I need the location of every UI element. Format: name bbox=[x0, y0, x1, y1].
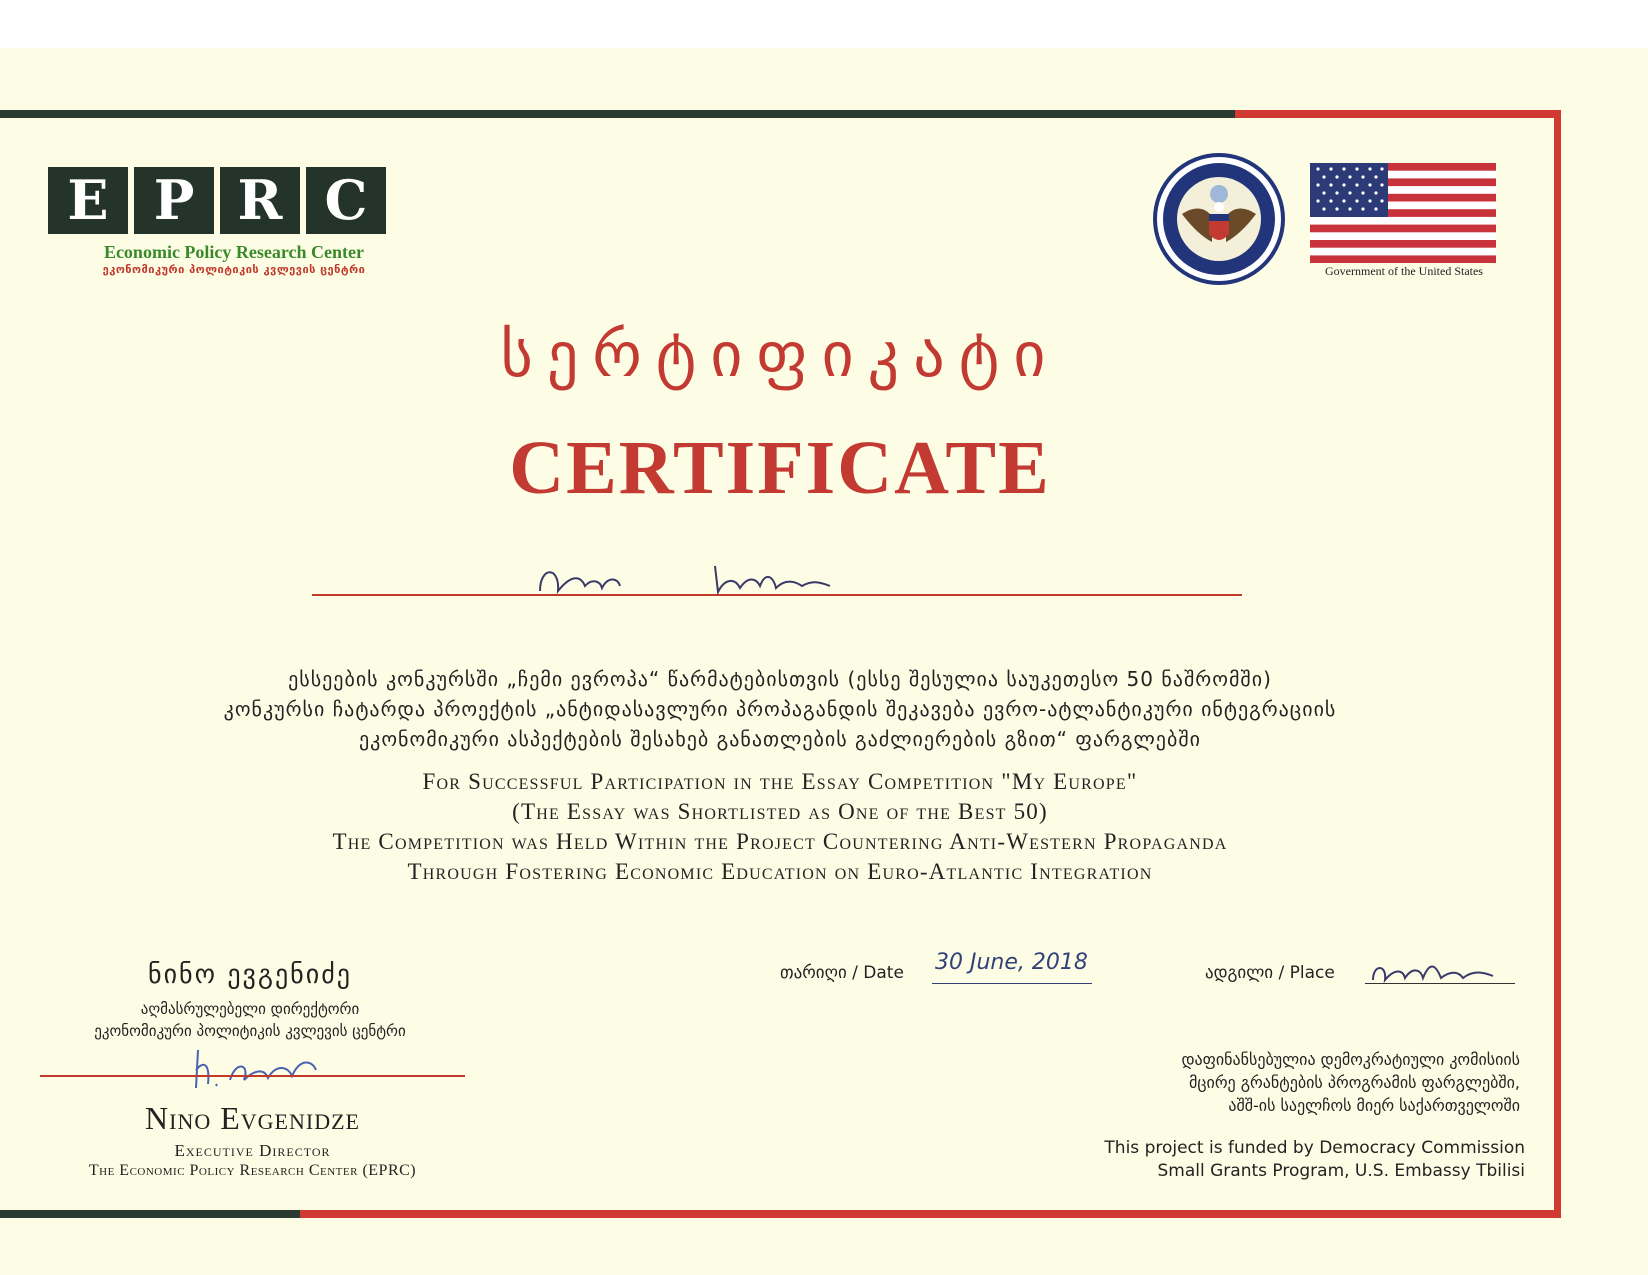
place-underline bbox=[1365, 983, 1515, 984]
place-label: ადგილი / Place bbox=[1205, 963, 1335, 983]
title-georgian: სერტიფიკატი bbox=[500, 318, 1060, 391]
funding-english-line: This project is funded by Democracy Commission bbox=[1104, 1138, 1525, 1158]
logo-letter: C bbox=[306, 167, 386, 234]
logo-letter: R bbox=[220, 167, 300, 234]
director-signature-line bbox=[40, 1075, 465, 1077]
director-org-georgian: ეკონომიკური პოლიტიკის კვლევის ცენტრი bbox=[94, 1022, 406, 1040]
body-georgian-line: ესსეების კონკურსში „ჩემი ევროპა“ წარმატებისთვის (ესსე შესულია საუკეთესო 50 ნაშრომში) bbox=[288, 667, 1272, 691]
logo-letter: P bbox=[134, 167, 214, 234]
body-english-line: Through Fostering Economic Education on Euro-Atlantic Integration bbox=[407, 859, 1153, 884]
funding-georgian-line: აშშ-ის საელჩოს მიერ საქართველოში bbox=[1228, 1096, 1520, 1115]
frame-bottom-dark-bar bbox=[0, 1210, 300, 1218]
director-name-english: Nino Evgenidze bbox=[145, 1100, 360, 1136]
title-english: CERTIFICATE bbox=[509, 426, 1051, 510]
logo-letter: E bbox=[48, 167, 128, 234]
frame-right-bar bbox=[1554, 110, 1561, 1218]
frame-top-red-bar bbox=[1235, 110, 1560, 118]
embassy-seal-icon bbox=[1152, 152, 1286, 286]
date-value: 30 June, 2018 bbox=[935, 950, 1088, 975]
recipient-name-line bbox=[312, 594, 1242, 596]
director-name-georgian: ნინო ევგენიძე bbox=[147, 960, 352, 990]
director-signature bbox=[180, 1040, 330, 1100]
recipient-handwritten-name bbox=[530, 556, 860, 606]
director-org-english: The Economic Policy Research Center (EPRC) bbox=[88, 1162, 417, 1179]
date-underline bbox=[932, 983, 1092, 984]
funding-georgian-line: დაფინანსებულია დემოკრატიული კომისიის bbox=[1181, 1050, 1520, 1069]
date-label: თარიღი / Date bbox=[780, 963, 904, 983]
director-role-georgian: აღმასრულებელი დირექტორი bbox=[140, 1000, 360, 1018]
body-georgian-line: კონკურსი ჩატარდა პროექტის „ანტიდასავლური პროპაგანდის შეკავება ევრო-ატლანტიკური ინტეგრაციის bbox=[223, 697, 1337, 721]
funding-english-line: Small Grants Program, U.S. Embassy Tbilisi bbox=[1157, 1161, 1525, 1181]
body-english-line: (The Essay was Shortlisted as One of the Best 50) bbox=[512, 799, 1048, 824]
director-role-english: Executive Director bbox=[174, 1141, 331, 1160]
funding-georgian-line: მცირე გრანტების პროგრამის ფარგლებში, bbox=[1189, 1073, 1520, 1092]
frame-bottom-red-bar bbox=[300, 1210, 1561, 1218]
frame-top-dark-bar bbox=[0, 110, 1235, 118]
body-english-line: The Competition was Held Within the Project Countering Anti-Western Propaganda bbox=[332, 829, 1228, 854]
government-label: Government of the United States bbox=[1325, 264, 1483, 278]
logo-name-georgian: ეკონომიკური პოლიტიკის კვლევის ცენტრი bbox=[102, 263, 366, 276]
eprc-logo bbox=[48, 167, 386, 234]
body-english-line: For Successful Participation in the Essay Competition "My Europe" bbox=[422, 769, 1138, 794]
logo-name-english: Economic Policy Research Center bbox=[103, 242, 365, 262]
us-flag-icon bbox=[1310, 163, 1496, 263]
body-georgian-line: ეკონომიკური ასპექტების შესახებ განათლების გაძლიერების გზით“ ფარგლებში bbox=[358, 727, 1202, 751]
place-handwritten bbox=[1365, 950, 1515, 990]
